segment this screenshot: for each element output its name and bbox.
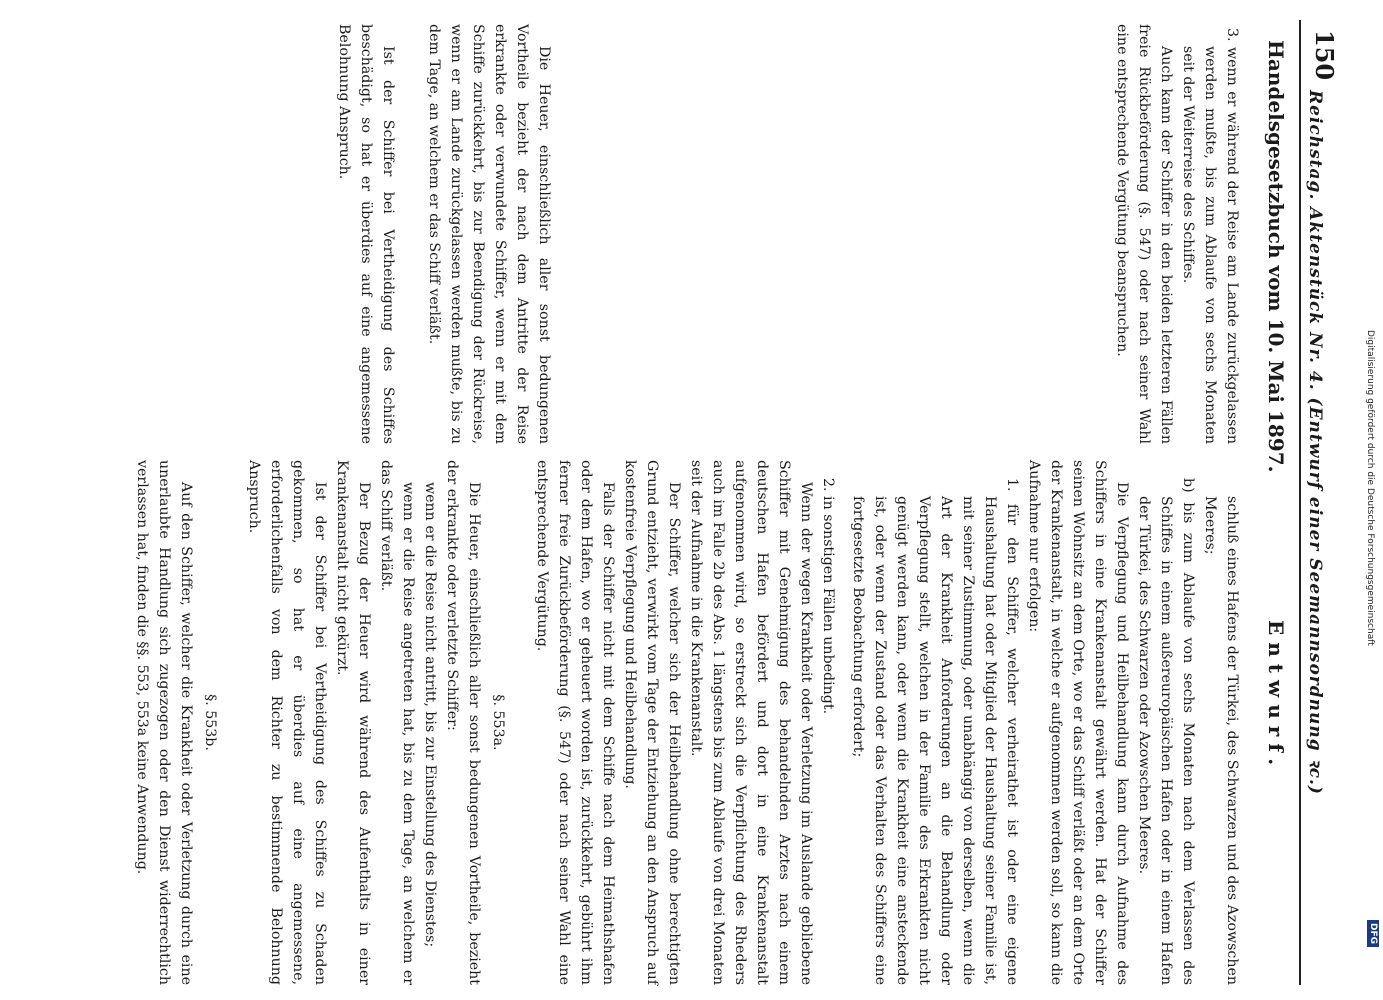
- paragraph-verpflegung: Die Verpflegung und Heilbehandlung kann durch Aufnahme des Schiffers in eine Krankenanstalt gewährt werden. Hat der Schiffer seinen Wohnsitz an dem Orte, wo er das Schiff verläßt oder an dem Orte der Krankenanstalt, in welche er aufgenommen werden soll, so kann die Aufnahme nur erfolgen:: [1026, 460, 1130, 985]
- section-553a-case-2: wenn er die Reise angetreten hat, bis zu dem Tage, an welchem er das Schiff verläßt.: [378, 460, 416, 985]
- paragraph-heimathshafen: Falls der Schiffer nicht mit dem Schiffe nach dem Heimathshafen oder dem Hafen, wo er geheuert worden ist, zurückkehrt, gebührt ihm ferner freie Zurückbeförderung (§. 547) oder nach seiner Wahl eine entsprechende Vergütung.: [534, 460, 616, 985]
- item-2: 2. in sonstigen Fällen unbedingt.: [820, 478, 836, 715]
- running-head: Reichstag. Aktenstück Nr. 4. (Entwurf einer Seemannsordnung ꝛc.): [1305, 90, 1325, 795]
- section-553a-paragraph-2: Der Bezug der Heuer wird während des Aufenthalts in einer Krankenanstalt nicht gekürzt.: [334, 460, 372, 985]
- paragraph-heuer: Die Heuer, einschließlich aller sonst bedungenen Vortheile bezieht der nach dem Antritte der Reise erkrankte oder verwundete Schiffer, wenn er mit dem Schiffe zurückkehrt, bis zur Beendigung der Rückreise, wenn er am Lande zurückgelassen werden mußte, bis zu dem Tage, an welchem er das Schiff verläßt.: [426, 24, 552, 444]
- paragraph-ausland: Wenn der wegen Krankheit oder Verletzung im Auslande gebliebene Schiffer mit Genehmigung des behandelnden Arztes nach einem deutschen Hafen befördert und dort in eine Krankenanstalt aufgenommen wird, so erstreckt sich die Verpflichtung des Rheders auch im Falle 2b des Abs. 1 längstens bis zum Ablaufe von drei Monaten seit der Aufnahme in die Krankenanstalt.: [688, 460, 814, 985]
- digitization-watermark: Digitalisierung gefördert durch die Deutsche Forschungsgemeinschaft: [1365, 330, 1375, 646]
- left-column-title: Handelsgesetzbuch vom 10. Mai 1897.: [1264, 40, 1288, 473]
- paragraph-berechtigt: Der Schiffer, welcher sich der Heilbehandlung ohne berechtigten Grund entzieht, verwirkt vom Tage der Entziehung an den Anspruch auf kostenfreie Verpflegung und Heilbehandlung.: [622, 460, 682, 985]
- header-rule: [1299, 20, 1301, 985]
- paragraph-rueckbefoerderung: Auch kann der Schiffer in den beiden letzteren Fällen freie Rückbeförderung (§. 547) oder nach seiner Wahl eine entsprechende Vergütung beanspruchen.: [1114, 24, 1174, 444]
- item-3: 3. wenn er während der Reise am Lande zurückgelassen werden mußte, bis zum Ablaufe von sechs Monaten seit der Weiterreise des Schiffes.: [1180, 28, 1240, 444]
- item-b-continuation: schluß eines Hafens der Türkei, des Schwarzen und des Azowschen Meeres;: [1202, 496, 1240, 985]
- section-553b-heading: §. 553b.: [202, 694, 218, 751]
- item-1: 1. für den Schiffer, welcher verheirathet ist oder eine eigene Haushaltung hat oder Mitglied der Haushaltung seiner Familie ist, mit seiner Zustimmung, oder unabhängig von derselben, wenn die Art der Krankheit Anforderungen an die Behandlung oder Verpflegung stellt, welchen in der Familie des Erkrankten nicht genügt werden kann, oder wenn die Krankheit eine ansteckende ist, oder wenn der Zustand oder das Verhalten des Schiffers eine fortgesetzte Beobachtung erfordert;: [850, 478, 1020, 985]
- right-column: [131, 460, 1243, 985]
- section-553a-text: Die Heuer, einschließlich aller sonst bedungenen Vortheile, bezieht der erkrankte oder verletzte Schiffer:: [444, 460, 482, 985]
- page-number: 150: [1310, 30, 1339, 81]
- paragraph-vertheidigung: Ist der Schiffer bei Vertheidigung des Schiffes beschädigt, so hat er überdies auf eine angemessene Belohnung Anspruch.: [336, 24, 396, 444]
- section-553a-paragraph-3: Ist der Schiffer bei Vertheidigung des Schiffes zu Schaden gekommen, so hat er überdies auf eine angemessene, erforderlichenfalls von dem Richter zu bestimmende Belohnung Anspruch.: [246, 460, 328, 985]
- section-553b-text: Auf den Schiffer, welcher die Krankheit oder Verletzung durch eine unerlaubte Handlung sich zugezogen oder den Dienst widerrechtlich verlassen hat, finden die §§. 553, 553a keine Anwendung.: [134, 460, 194, 985]
- dfg-logo: DFG: [1367, 920, 1379, 947]
- item-b: b) bis zum Ablaufe von sechs Monaten nach dem Verlassen des Schiffes in einem außereuropäischen Hafen oder in einem Hafen der Türkei, des Schwarzen oder Azowschen Meeres.: [1136, 478, 1196, 985]
- right-column-title: Entwurf.: [1264, 620, 1288, 773]
- left-column: [333, 24, 1243, 444]
- section-553a-case-1: wenn er die Reise nicht antritt, bis zur Einstellung des Dienstes;: [422, 482, 438, 948]
- section-553a-heading: §. 553a.: [490, 694, 506, 751]
